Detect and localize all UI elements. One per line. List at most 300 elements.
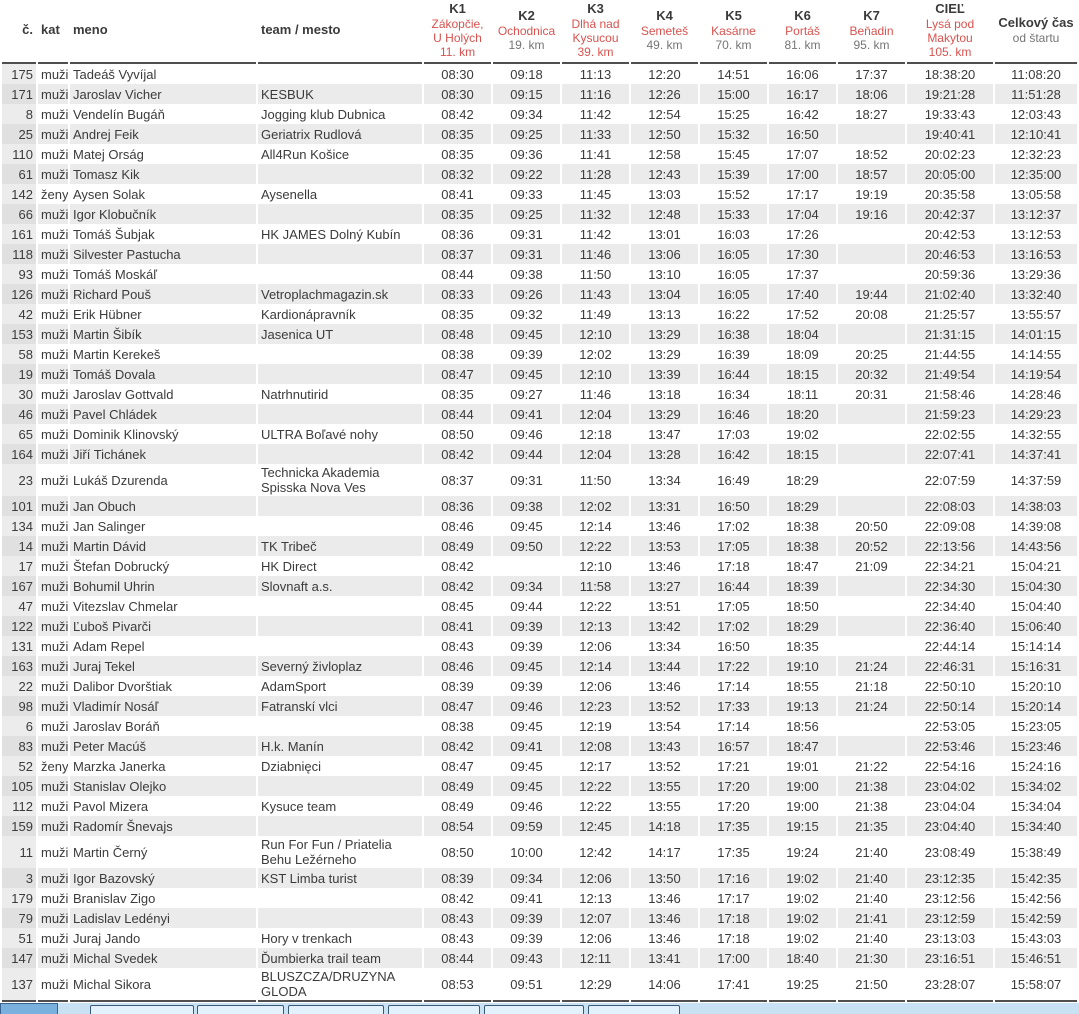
cell-k4: 13:44 <box>648 658 681 674</box>
cell-meno: Richard Pouš <box>73 286 152 302</box>
cell-k7: 19:44 <box>855 286 888 302</box>
cell-k5: 16:05 <box>717 246 750 262</box>
result-row <box>2 264 1077 284</box>
cell-k5: 15:33 <box>717 206 750 222</box>
cell-ciel: 20:59:36 <box>924 266 976 282</box>
cell-meno: Martin Černý <box>73 844 148 860</box>
cell-k1: 08:36 <box>441 226 474 242</box>
cell-k4: 13:29 <box>648 406 681 422</box>
cell-k1: 08:42 <box>441 738 474 754</box>
cell-c: 126 <box>2 284 36 304</box>
result-row <box>2 516 1077 536</box>
cell-meno: Dominik Klinovský <box>73 426 179 442</box>
cell-total: 14:19:54 <box>1010 366 1062 382</box>
cell-k4: 12:43 <box>648 166 681 182</box>
cell-k6: 18:55 <box>786 678 819 694</box>
cell-ciel: 22:54:16 <box>924 758 976 774</box>
cell-total: 14:39:08 <box>1010 518 1062 534</box>
cell-ciel: 23:04:04 <box>924 798 976 814</box>
cell-k3: 12:29 <box>562 968 629 1002</box>
cell-meno: Martin Kerekeš <box>73 346 161 362</box>
cell-k4: 13:46 <box>648 678 681 694</box>
cell-k7: 18:27 <box>855 106 888 122</box>
cell-ciel: 20:05:00 <box>924 166 976 182</box>
cell-k2: 09:36 <box>510 146 543 162</box>
cell-k7: 20:52 <box>855 538 888 554</box>
cell-k3: 12:23 <box>579 698 612 714</box>
cell-k5: 16:05 <box>717 266 750 282</box>
cell-k5: 17:02 <box>717 618 750 634</box>
cell-k1: 08:49 <box>441 538 474 554</box>
cell-meno: Michal Sikora <box>70 968 256 1002</box>
column-header-label: K6 <box>794 8 811 23</box>
cell-k1: 08:35 <box>441 386 474 402</box>
checkpoint-distance-label: 19. km <box>508 38 545 52</box>
cell-k7 <box>838 496 905 516</box>
cell-c: 164 <box>2 444 36 464</box>
cell-team: H.k. Manín <box>261 738 324 754</box>
cell-k5: 16:49 <box>717 472 750 488</box>
result-row <box>2 716 1077 736</box>
cell-k4: 13:31 <box>648 498 681 514</box>
result-row <box>2 204 1077 224</box>
cell-ciel: 22:13:56 <box>924 538 976 554</box>
result-row <box>2 324 1077 344</box>
cell-total: 12:35:00 <box>1010 166 1062 182</box>
cell-k7 <box>838 596 905 616</box>
cell-c: 14 <box>2 536 36 556</box>
result-row <box>2 364 1077 384</box>
cell-k3: 12:06 <box>579 930 612 946</box>
cell-k3: 12:18 <box>579 426 612 442</box>
cell-meno: Juraj Tekel <box>73 658 135 674</box>
cell-c: 47 <box>2 596 36 616</box>
result-row <box>2 676 1077 696</box>
cell-meno: Ladislav Ledényi <box>73 910 170 926</box>
result-row <box>2 796 1077 816</box>
cell-k4: 13:27 <box>648 578 681 594</box>
cell-team <box>258 404 422 424</box>
column-filter-input[interactable] <box>90 1005 194 1014</box>
cell-kat: muži <box>41 910 68 926</box>
cell-team: BLUSZCZA/DRUZYNA GLODA <box>258 968 422 1002</box>
column-header-label: K4 <box>656 8 673 23</box>
cell-k4: 13:51 <box>648 598 681 614</box>
cell-kat: muži <box>41 306 68 322</box>
cell-meno: Tomáš Moskáľ <box>73 266 157 282</box>
cell-k2: 09:45 <box>510 778 543 794</box>
cell-ciel: 20:02:23 <box>924 146 976 162</box>
filter-box-active[interactable] <box>0 1003 58 1014</box>
cell-k2: 09:34 <box>510 578 543 594</box>
cell-ciel: 22:50:14 <box>924 698 976 714</box>
cell-k7: 18:06 <box>855 86 888 102</box>
cell-meno: Branislav Zigo <box>73 890 156 906</box>
cell-k6: 18:50 <box>786 598 819 614</box>
cell-kat: muži <box>41 326 68 342</box>
cell-k5: 16:03 <box>717 226 750 242</box>
result-row <box>2 816 1077 836</box>
cell-ciel: 23:13:03 <box>924 930 976 946</box>
cell-total: 13:05:58 <box>1010 186 1062 202</box>
cell-meno: Vitezslav Chmelar <box>73 598 178 614</box>
result-row <box>2 344 1077 364</box>
cell-meno: Jaroslav Gottvald <box>73 386 174 402</box>
cell-c: 30 <box>2 384 36 404</box>
cell-k5: 15:25 <box>717 106 750 122</box>
cell-k1: 08:50 <box>441 844 474 860</box>
cell-k6: 16:06 <box>786 66 819 82</box>
cell-k2: 09:41 <box>510 890 543 906</box>
column-header-k7[interactable] <box>838 0 905 64</box>
column-header-label: K1 <box>449 1 466 16</box>
cell-total: 15:14:14 <box>1010 638 1062 654</box>
cell-team: Jasenica UT <box>261 326 334 342</box>
cell-team: ULTRA Boľavé nohy <box>261 426 378 442</box>
column-header-total[interactable] <box>995 0 1077 64</box>
cell-k4: 14:06 <box>631 968 698 1002</box>
cell-k4: 12:26 <box>648 86 681 102</box>
cell-ciel: 19:33:43 <box>924 106 976 122</box>
cell-kat: muži <box>41 166 68 182</box>
cell-k3: 12:11 <box>579 950 612 966</box>
column-header-label: kat <box>41 22 60 37</box>
cell-k4: 13:55 <box>648 778 681 794</box>
cell-k3: 11:33 <box>579 126 612 142</box>
cell-kat: muži <box>41 518 68 534</box>
cell-k2: 09:43 <box>510 950 543 966</box>
cell-k4: 13:52 <box>648 698 681 714</box>
cell-team: KESBUK <box>261 86 314 102</box>
result-row <box>2 404 1077 424</box>
cell-k3: 12:22 <box>579 778 612 794</box>
cell-kat: muži <box>41 106 68 122</box>
cell-k7: 21:35 <box>855 818 888 834</box>
cell-ciel: 20:42:37 <box>924 206 976 222</box>
cell-c: 83 <box>2 736 36 756</box>
cell-ciel: 23:08:49 <box>924 844 976 860</box>
cell-kat: muži <box>41 718 68 734</box>
cell-k5: 16:44 <box>717 578 750 594</box>
result-row <box>2 596 1077 616</box>
cell-k7: 21:30 <box>855 950 888 966</box>
cell-k6: 17:30 <box>786 246 819 262</box>
cell-k7: 21:41 <box>855 910 888 926</box>
checkpoint-place-label: Kasárne <box>711 24 756 38</box>
cell-k1: 08:42 <box>441 558 474 574</box>
cell-ciel: 21:59:23 <box>924 406 976 422</box>
column-header-meno[interactable] <box>70 0 256 64</box>
result-row <box>2 636 1077 656</box>
cell-total: 14:43:56 <box>1010 538 1062 554</box>
cell-k3: 11:43 <box>579 286 612 302</box>
cell-c: 112 <box>2 796 36 816</box>
cell-k5: 17:22 <box>717 658 750 674</box>
cell-k5: 17:03 <box>717 426 750 442</box>
cell-team: Jogging klub Dubnica <box>261 106 386 122</box>
cell-k2: 09:50 <box>510 538 543 554</box>
column-header-label: č. <box>22 22 33 37</box>
cell-k6: 19:13 <box>786 698 819 714</box>
cell-k4: 13:46 <box>648 910 681 926</box>
cell-team <box>258 364 422 384</box>
cell-k3: 11:42 <box>579 106 612 122</box>
cell-k6: 17:40 <box>786 286 819 302</box>
cell-meno: Jaroslav Boráň <box>73 718 160 734</box>
cell-c: 58 <box>2 344 36 364</box>
cell-k2: 09:25 <box>510 126 543 142</box>
cell-k7: 21:09 <box>855 558 888 574</box>
column-filter-input[interactable] <box>288 1005 384 1014</box>
column-header-k6[interactable] <box>769 0 836 64</box>
cell-k1: 08:41 <box>441 618 474 634</box>
cell-team: AdamSport <box>261 678 327 694</box>
cell-ciel: 22:34:40 <box>924 598 976 614</box>
cell-meno: Matej Orság <box>73 146 144 162</box>
result-row <box>2 124 1077 144</box>
cell-total: 15:06:40 <box>1010 618 1062 634</box>
column-header-team[interactable] <box>258 0 422 64</box>
cell-kat: muži <box>41 798 68 814</box>
cell-k6: 18:38 <box>786 538 819 554</box>
cell-k4: 13:06 <box>648 246 681 262</box>
cell-k7: 19:16 <box>855 206 888 222</box>
cell-c: 161 <box>2 224 36 244</box>
checkpoint-place-label: Lysá pod Makytou <box>925 17 975 45</box>
column-filter-input[interactable] <box>484 1005 584 1014</box>
cell-total: 15:42:59 <box>1010 910 1062 926</box>
column-header-k5[interactable] <box>700 0 767 64</box>
cell-k1: 08:48 <box>441 326 474 342</box>
cell-k3: 12:14 <box>579 518 612 534</box>
cell-k6: 18:56 <box>786 718 819 734</box>
cell-meno: Pavol Mizera <box>73 798 149 814</box>
cell-k5: 15:39 <box>717 166 750 182</box>
cell-team: TK Tribeč <box>261 538 317 554</box>
cell-k4: 13:13 <box>648 306 681 322</box>
cell-k7 <box>838 224 905 244</box>
cell-kat: muži <box>41 146 68 162</box>
cell-k5: 17:18 <box>717 558 750 574</box>
result-row <box>2 928 1077 948</box>
cell-meno: Ľuboš Pivarči <box>73 618 152 634</box>
cell-total: 14:28:46 <box>1010 386 1062 402</box>
column-header-label: K7 <box>863 8 880 23</box>
cell-c: 25 <box>2 124 36 144</box>
result-row <box>2 656 1077 676</box>
cell-ciel: 23:12:56 <box>924 890 976 906</box>
cell-c: 159 <box>2 816 36 836</box>
cell-team: Geriatrix Rudlová <box>261 126 362 142</box>
cell-k1: 08:45 <box>441 598 474 614</box>
cell-ciel: 21:58:46 <box>924 386 976 402</box>
cell-c: 3 <box>2 868 36 888</box>
cell-k1: 08:32 <box>441 166 474 182</box>
cell-kat: muži <box>41 658 68 674</box>
cell-kat: muži <box>41 950 68 966</box>
cell-k7: 21:24 <box>855 698 888 714</box>
cell-team <box>258 164 422 184</box>
cell-total: 15:42:56 <box>1010 890 1062 906</box>
cell-team: KST Limba turist <box>261 870 357 886</box>
cell-k3: 12:42 <box>579 844 612 860</box>
cell-k2: 09:33 <box>510 186 543 202</box>
cell-meno: Martin Šibík <box>73 326 142 342</box>
cell-meno: Erik Hübner <box>73 306 142 322</box>
cell-k6: 17:00 <box>786 166 819 182</box>
cell-meno: Peter Macúš <box>73 738 146 754</box>
cell-k6: 19:15 <box>786 818 819 834</box>
cell-k3: 12:06 <box>579 870 612 886</box>
column-header-label: K5 <box>725 8 742 23</box>
cell-c: 122 <box>2 616 36 636</box>
cell-k4: 13:43 <box>648 738 681 754</box>
cell-k3: 12:22 <box>579 798 612 814</box>
cell-k5: 17:20 <box>717 798 750 814</box>
cell-k5: 16:44 <box>717 366 750 382</box>
cell-k7: 21:22 <box>855 758 888 774</box>
cell-c: 51 <box>2 928 36 948</box>
cell-c: 153 <box>2 324 36 344</box>
result-row <box>2 224 1077 244</box>
result-row <box>2 836 1077 868</box>
cell-k7 <box>838 464 905 496</box>
cell-team <box>258 888 422 908</box>
column-header-ciel[interactable] <box>907 0 993 64</box>
cell-k3: 11:28 <box>579 166 612 182</box>
column-header-k4[interactable] <box>631 0 698 64</box>
cell-k2: 09:39 <box>510 638 543 654</box>
cell-k2: 09:31 <box>510 226 543 242</box>
cell-k4: 12:54 <box>648 106 681 122</box>
cell-ciel: 20:35:58 <box>924 186 976 202</box>
cell-ciel: 22:50:10 <box>924 678 976 694</box>
cell-k2: 09:39 <box>510 678 543 694</box>
cell-kat: muži <box>41 870 68 886</box>
column-header-label: team / mesto <box>261 22 341 37</box>
cell-k6: 17:37 <box>786 266 819 282</box>
cell-meno: Tadeáš Vyvíjal <box>73 66 157 82</box>
cell-k7: 21:24 <box>855 658 888 674</box>
column-header-kat[interactable] <box>38 0 68 64</box>
cell-k5: 17:18 <box>717 930 750 946</box>
cell-c: 147 <box>2 948 36 968</box>
column-filter-input[interactable] <box>388 1005 480 1014</box>
cell-kat: muži <box>41 346 68 362</box>
cell-k3: 11:41 <box>579 146 612 162</box>
cell-k5: 17:05 <box>717 538 750 554</box>
cell-ciel: 23:04:02 <box>924 778 976 794</box>
column-header-k2[interactable] <box>493 0 560 64</box>
cell-k4: 12:50 <box>648 126 681 142</box>
cell-k3: 12:04 <box>579 446 612 462</box>
cell-k4: 13:03 <box>648 186 681 202</box>
cell-kat: muži <box>41 66 68 82</box>
cell-ciel: 21:02:40 <box>924 286 976 302</box>
cell-k3: 11:50 <box>579 266 612 282</box>
cell-total: 15:24:16 <box>1010 758 1062 774</box>
cell-meno: Vendelín Bugáň <box>73 106 165 122</box>
cell-k6: 19:24 <box>786 844 819 860</box>
cell-total: 14:37:59 <box>1010 472 1062 488</box>
cell-c: 171 <box>2 84 36 104</box>
cell-k6: 18:47 <box>786 558 819 574</box>
cell-k6: 17:04 <box>786 206 819 222</box>
result-row <box>2 736 1077 756</box>
cell-meno: Marzka Janerka <box>73 758 166 774</box>
cell-kat: muži <box>41 266 68 282</box>
cell-k4: 13:46 <box>648 890 681 906</box>
cell-kat: muži <box>41 618 68 634</box>
cell-k6: 18:40 <box>786 950 819 966</box>
cell-meno: Dalibor Dvorštiak <box>73 678 172 694</box>
table-body <box>2 64 1077 1002</box>
cell-total: 12:10:41 <box>1010 126 1062 142</box>
cell-kat: muži <box>41 246 68 262</box>
column-filter-input[interactable] <box>588 1005 680 1014</box>
cell-k1: 08:53 <box>424 968 491 1002</box>
cell-k5: 17:14 <box>717 718 750 734</box>
result-row <box>2 64 1077 84</box>
cell-k3: 12:02 <box>579 346 612 362</box>
cell-meno: Lukáš Dzurenda <box>73 472 168 488</box>
cell-team: Severný živloplaz <box>261 658 363 674</box>
result-row <box>2 164 1077 184</box>
column-header-k3[interactable] <box>562 0 629 64</box>
cell-k1: 08:47 <box>441 366 474 382</box>
cell-k5: 17:20 <box>717 778 750 794</box>
cell-k3: 12:04 <box>579 406 612 422</box>
column-header-c[interactable] <box>2 0 36 64</box>
cell-k7: 21:40 <box>855 930 888 946</box>
column-header-k1[interactable] <box>424 0 491 64</box>
cell-team: HK Direct <box>261 558 317 574</box>
cell-k3: 12:10 <box>579 558 612 574</box>
cell-k6: 16:50 <box>786 126 819 142</box>
cell-k5: 17:35 <box>717 818 750 834</box>
cell-ciel: 22:46:31 <box>924 658 976 674</box>
cell-k1: 08:42 <box>441 446 474 462</box>
cell-k3: 12:19 <box>579 718 612 734</box>
cell-team <box>258 64 422 84</box>
cell-k5: 17:17 <box>717 890 750 906</box>
checkpoint-distance-label: 105. km <box>928 45 972 59</box>
cell-team: Dziabnięci <box>261 758 321 774</box>
cell-total: 14:14:55 <box>1010 346 1062 362</box>
result-row <box>2 444 1077 464</box>
checkpoint-distance-label: 81. km <box>784 38 821 52</box>
result-row <box>2 756 1077 776</box>
cell-k6: 18:11 <box>786 386 819 402</box>
cell-k1: 08:43 <box>441 930 474 946</box>
cell-k7: 18:57 <box>855 166 888 182</box>
cell-k1: 08:35 <box>441 306 474 322</box>
cell-kat: muži <box>41 578 68 594</box>
cell-total: 13:12:53 <box>1010 226 1062 242</box>
cell-k4: 13:28 <box>648 446 681 462</box>
cell-k1: 08:49 <box>441 798 474 814</box>
column-filter-input[interactable] <box>197 1005 284 1014</box>
cell-k5: 16:57 <box>717 738 750 754</box>
cell-ciel: 22:36:40 <box>924 618 976 634</box>
cell-k3: 12:13 <box>579 890 612 906</box>
cell-team: Run For Fun / Priatelia Behu Ležérneho <box>261 837 392 867</box>
cell-c: 19 <box>2 364 36 384</box>
cell-k3: 11:46 <box>579 246 612 262</box>
cell-team: Fatranskí vlci <box>261 698 338 714</box>
cell-k3: 12:02 <box>579 498 612 514</box>
cell-total: 13:55:57 <box>1010 306 1062 322</box>
